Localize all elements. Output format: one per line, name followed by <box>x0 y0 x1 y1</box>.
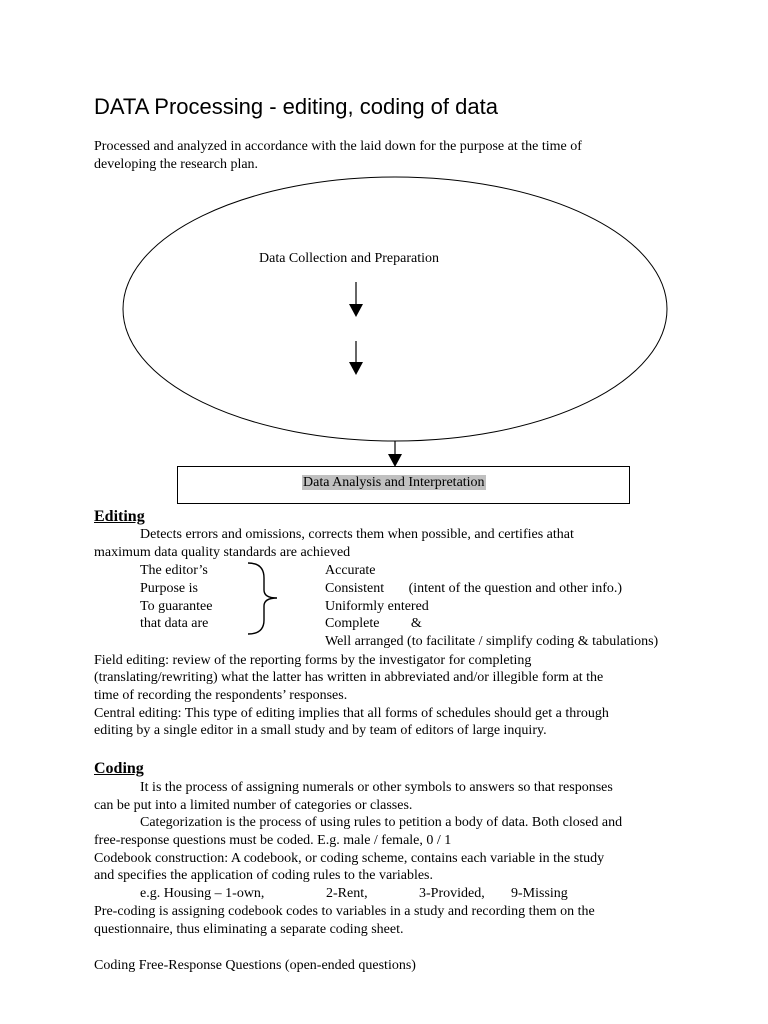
example-missing: 9-Missing <box>511 886 568 901</box>
purpose-line: that data are <box>140 616 209 631</box>
coding-def-line-2: can be put into a limited number of categories or classes. <box>94 798 413 813</box>
quality-item: Uniformly entered <box>325 599 429 614</box>
right-brace-icon <box>244 560 284 638</box>
free-response-heading: Coding Free-Response Questions (open-ended questions) <box>94 958 416 973</box>
analysis-box-label <box>302 474 486 491</box>
collection-ellipse <box>123 177 667 441</box>
codebook-line-1: Codebook construction: A codebook, or coding scheme, contains each variable in the study <box>94 851 605 866</box>
arrow-down-icon <box>349 341 363 375</box>
categorization-line-2: free-response questions must be coded. E.g. male / female, 0 / 1 <box>94 833 452 848</box>
quality-item: Consistent (intent of the question and other info.) <box>325 581 623 596</box>
editing-desc-line-2: maximum data quality standards are achieved <box>94 545 351 560</box>
example-provided: 3-Provided, <box>419 886 485 901</box>
intro-line-2: developing the research plan. <box>94 157 259 172</box>
purpose-line: To guarantee <box>140 599 213 614</box>
arrow-down-icon <box>388 441 402 467</box>
precoding-line-2: questionnaire, thus eliminating a separate coding sheet. <box>94 922 404 937</box>
purpose-line: The editor’s <box>140 563 208 578</box>
field-editing-line-1: Field editing: review of the reporting forms by the investigator for completing <box>94 653 532 668</box>
coding-heading: Coding <box>94 760 144 777</box>
codebook-line-2: and specifies the application of coding rules to the variables. <box>94 868 434 883</box>
central-editing-line-1: Central editing: This type of editing implies that all forms of schedules should get a through <box>94 706 609 721</box>
analysis-label-text: Data Analysis and Interpretation <box>303 475 485 490</box>
categorization-line-1: Categorization is the process of using rules to petition a body of data. Both closed and <box>140 815 623 830</box>
ellipse-label: Data Collection and Preparation <box>259 251 439 266</box>
arrow-down-icon <box>349 282 363 317</box>
quality-item: Accurate <box>325 563 376 578</box>
page-title: DATA Processing - editing, coding of data <box>94 94 498 119</box>
quality-item: Well arranged (to facilitate / simplify coding & tabulations) <box>325 634 659 649</box>
example-housing: e.g. Housing – 1-own, <box>140 886 265 901</box>
field-editing-line-3: time of recording the respondents’ responses. <box>94 688 348 703</box>
central-editing-line-2: editing by a single editor in a small study and by team of editors of large inquiry. <box>94 723 547 738</box>
editing-desc-line-1: Detects errors and omissions, corrects them when possible, and certifies athat <box>140 527 574 542</box>
purpose-line: Purpose is <box>140 581 198 596</box>
field-editing-line-2: (translating/rewriting) what the latter has written in abbreviated and/or illegible form at the <box>94 670 604 685</box>
example-rent: 2-Rent, <box>326 886 368 901</box>
intro-line-1: Processed and analyzed in accordance with the laid down for the purpose at the time of <box>94 139 582 154</box>
coding-def-line-1: It is the process of assigning numerals or other symbols to answers so that responses <box>140 780 613 795</box>
editing-heading: Editing <box>94 508 145 525</box>
precoding-line-1: Pre-coding is assigning codebook codes to variables in a study and recording them on the <box>94 904 595 919</box>
quality-item: Complete & <box>325 616 422 631</box>
